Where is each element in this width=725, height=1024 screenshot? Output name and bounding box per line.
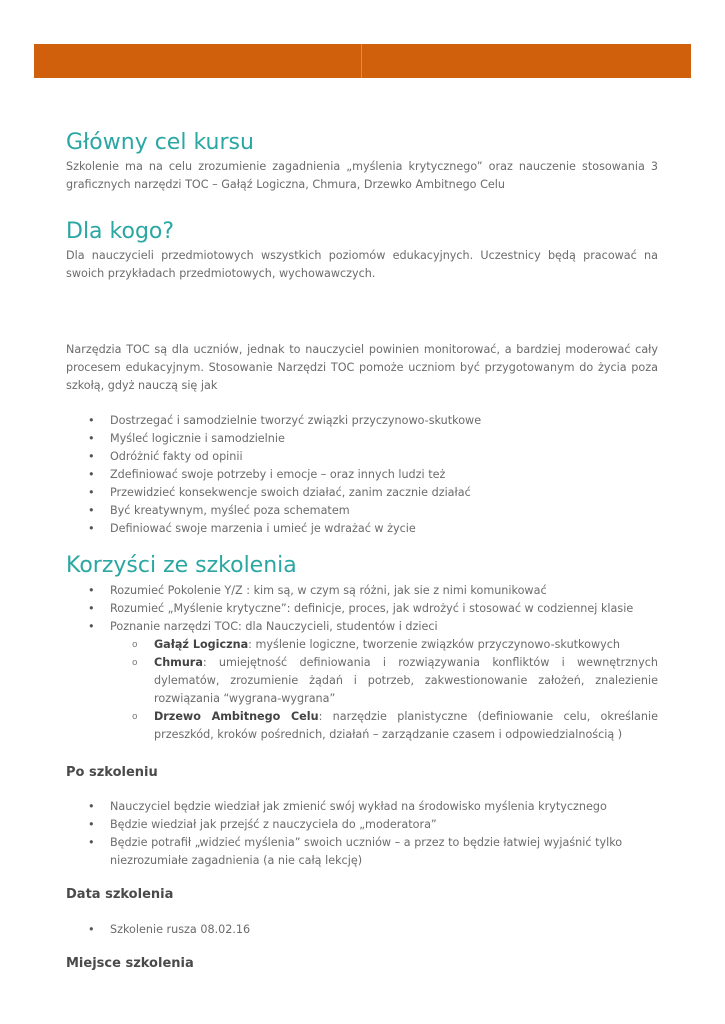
paragraph-narzedzia: Narzędzia TOC są dla uczniów, jednak to nauczyciel powinien monitorować, a bardziej moderować cały procesem edukacyjnym. Stosowanie Narzędzi TOC pomoże uczniom być przygotowanym do życia poza szkołą, gdyż nauczą się jak	[66, 343, 658, 392]
heading-korzysci: Korzyści ze szkolenia	[66, 553, 297, 578]
term-drzewo-ambitnego-celu: Drzewo Ambitnego Celu	[154, 710, 319, 723]
list-umiejetnosci	[66, 412, 658, 538]
heading-miejsce-szkolenia: Miejsce szkolenia	[66, 956, 194, 971]
list-item: • Przewidzieć konsekwencje swoich działać, zanim zacznie działać	[66, 484, 658, 502]
list-item: • Nauczyciel będzie wiedział jak zmienić swój wykład na środowisko myślenia krytycznego	[66, 798, 658, 816]
list-korzysci	[66, 582, 658, 636]
list-item: o Drzewo Ambitnego Celu: narzędzie planistyczne (definiowanie celu, określanie przeszkód, kroków pośrednich, działań – zarządzanie czasem i odpowiedzialnością )	[66, 708, 658, 744]
list-item: • Będzie potrafił „widzieć myślenia” swoich uczniów – a przez to będzie łatwiej wyjaśnić tylko niezrozumiałe zagadnienia (a nie całą lekcję)	[66, 834, 658, 870]
term-chmura: Chmura	[154, 656, 203, 669]
list-item: o Chmura: umiejętność definiowania i rozwiązywania konfliktów i wewnętrznych dylematów, zrozumienie żądań i potrzeb, zakwestionowanie założeń, znalezienie rozwiązania “wygrana-wygrana”	[66, 654, 658, 708]
list-item: • Dostrzegać i samodzielnie tworzyć związki przyczynowo-skutkowe	[66, 412, 658, 430]
list-item: • Odróżnić fakty od opinii	[66, 448, 658, 466]
list-data-szkolenia	[66, 921, 658, 939]
list-narzedzia-toc	[66, 636, 658, 744]
list-item: • Szkolenie rusza 08.02.16	[66, 921, 658, 939]
document-body	[66, 128, 658, 973]
paragraph-dla-kogo: Dla nauczycieli przedmiotowych wszystkich poziomów edukacyjnych. Uczestnicy będą pracować na swoich przykładach przedmiotowych, wychowawczych.	[66, 249, 658, 280]
heading-po-szkoleniu: Po szkoleniu	[66, 765, 158, 780]
list-item: • Rozumieć „Myślenie krytyczne”: definicje, proces, jak wdrożyć i stosować w codziennej klasie	[66, 600, 658, 618]
list-item: • Poznanie narzędzi TOC: dla Nauczycieli, studentów i dzieci	[66, 618, 658, 636]
list-item: • Rozumieć Pokolenie Y/Z : kim są, w czym są różni, jak sie z nimi komunikować	[66, 582, 658, 600]
list-item: • Zdefiniować swoje potrzeby i emocje – oraz innych ludzi też	[66, 466, 658, 484]
heading-data-szkolenia: Data szkolenia	[66, 887, 174, 902]
heading-glowny-cel: Główny cel kursu	[66, 130, 254, 155]
header-divider	[361, 44, 362, 78]
list-item: o Gałąź Logiczna: myślenie logiczne, tworzenie związków przyczynowo-skutkowych	[66, 636, 658, 654]
list-item: • Będzie wiedział jak przejść z nauczyciela do „moderatora”	[66, 816, 658, 834]
heading-dla-kogo: Dla kogo?	[66, 219, 175, 244]
list-item: • Definiować swoje marzenia i umieć je wdrażać w życie	[66, 520, 658, 538]
list-item: • Myśleć logicznie i samodzielnie	[66, 430, 658, 448]
list-po-szkoleniu	[66, 798, 658, 870]
paragraph-cel: Szkolenie ma na celu zrozumienie zagadnienia „myślenia krytycznego” oraz nauczenie stosowania 3 graficznych narzędzi TOC – Gałąź Logiczna, Chmura, Drzewko Ambitnego Celu	[66, 160, 658, 191]
list-item: • Być kreatywnym, myśleć poza schematem	[66, 502, 658, 520]
header-band	[34, 44, 691, 78]
term-galaz-logiczna: Gałąź Logiczna	[154, 638, 249, 651]
